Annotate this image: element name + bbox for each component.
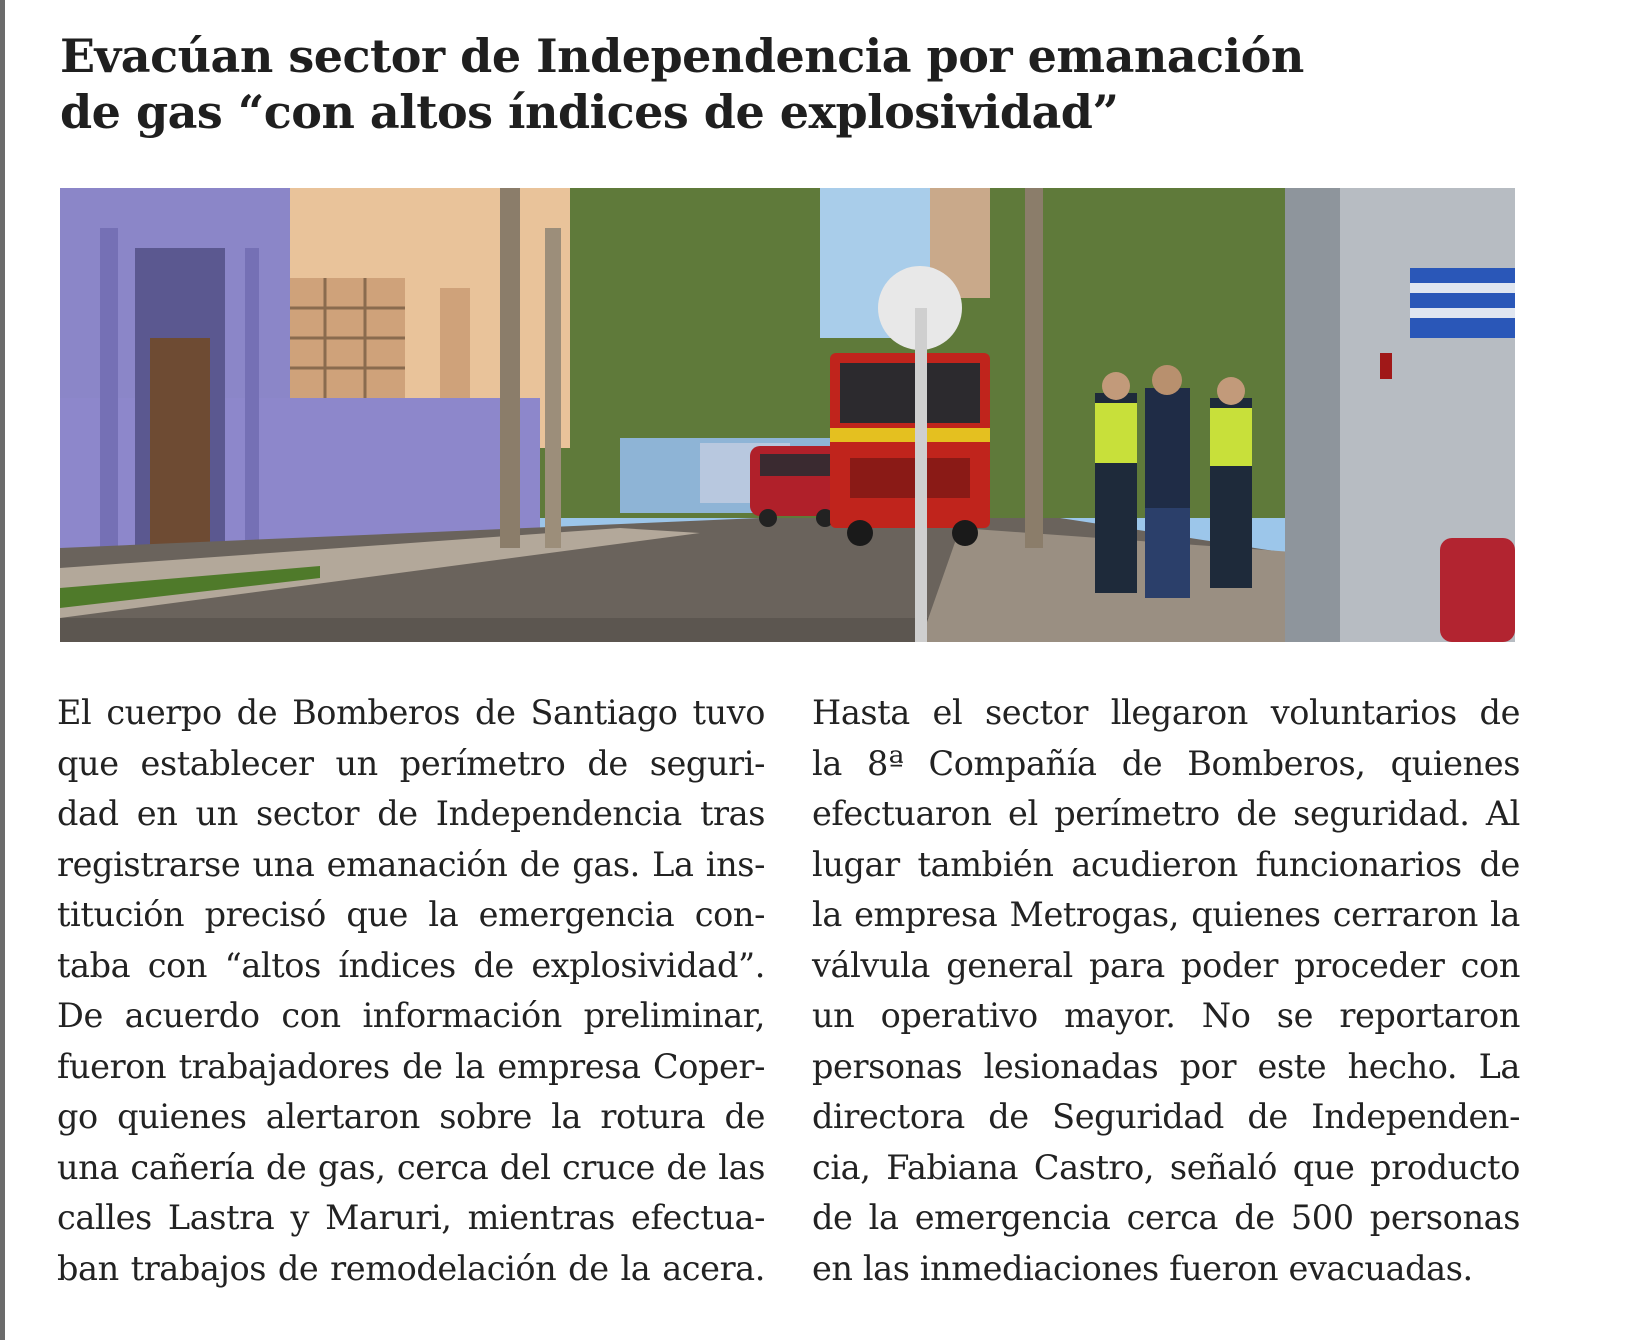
body-line: calles Lastra y Maruri, mientras efectua- [57, 1198, 765, 1237]
body-line: Hasta el sector llegaron voluntarios de [812, 693, 1520, 732]
photo-firefighters [1095, 365, 1252, 598]
body-line: de la emergencia cerca de 500 personas [812, 1198, 1520, 1237]
body-line: la empresa Metrogas, quienes cerraron la [812, 895, 1520, 934]
body-line: una cañería de gas, cerca del cruce de las [57, 1147, 765, 1187]
body-line: cia, Fabiana Castro, señaló que producto [812, 1147, 1520, 1187]
body-line: un operativo mayor. No se reportaron [812, 996, 1520, 1035]
photo-sign-post [915, 308, 927, 642]
body-line: ban trabajos de remodelación de la acera. [57, 1248, 765, 1288]
body-line: efectuaron el perímetro de seguridad. Al [812, 794, 1520, 833]
body-line: go quienes alertaron sobre la rotura de [57, 1097, 765, 1136]
body-line: en las inmediaciones fueron evacuadas. [812, 1248, 1473, 1288]
article-headline [60, 28, 1304, 140]
body-line: dad en un sector de Independencia tras [57, 794, 765, 833]
body-line: que establecer un perímetro de seguri- [57, 743, 765, 783]
article-column-left [57, 688, 765, 1294]
body-line: personas lesionadas por este hecho. La [812, 1046, 1520, 1086]
headline-line-2: de gas “con altos índices de explosividad” [60, 85, 1119, 139]
body-line: válvula general para poder proceder con [812, 945, 1520, 985]
body-line: De acuerdo con información preliminar, [57, 996, 765, 1035]
body-line: la 8ª Compañía de Bomberos, quienes [812, 743, 1520, 783]
photo-utility-pole [500, 188, 520, 548]
body-line: directora de Seguridad de Independen- [812, 1097, 1520, 1136]
headline-line-1: Evacúan sector de Independencia por emanación [60, 29, 1304, 83]
article-column-right [812, 688, 1520, 1294]
body-line: registrarse una emanación de gas. La ins- [57, 844, 765, 884]
article-photo [60, 188, 1515, 642]
body-line: titución precisó que la emergencia con- [57, 895, 765, 934]
page-left-rule [0, 0, 5, 1340]
body-line: lugar también acudieron funcionarios de [812, 844, 1520, 884]
body-line: taba con “altos índices de explosividad”. [57, 945, 765, 985]
body-line: El cuerpo de Bomberos de Santiago tuvo [57, 693, 765, 732]
body-line: fueron trabajadores de la empresa Coper- [57, 1046, 765, 1086]
